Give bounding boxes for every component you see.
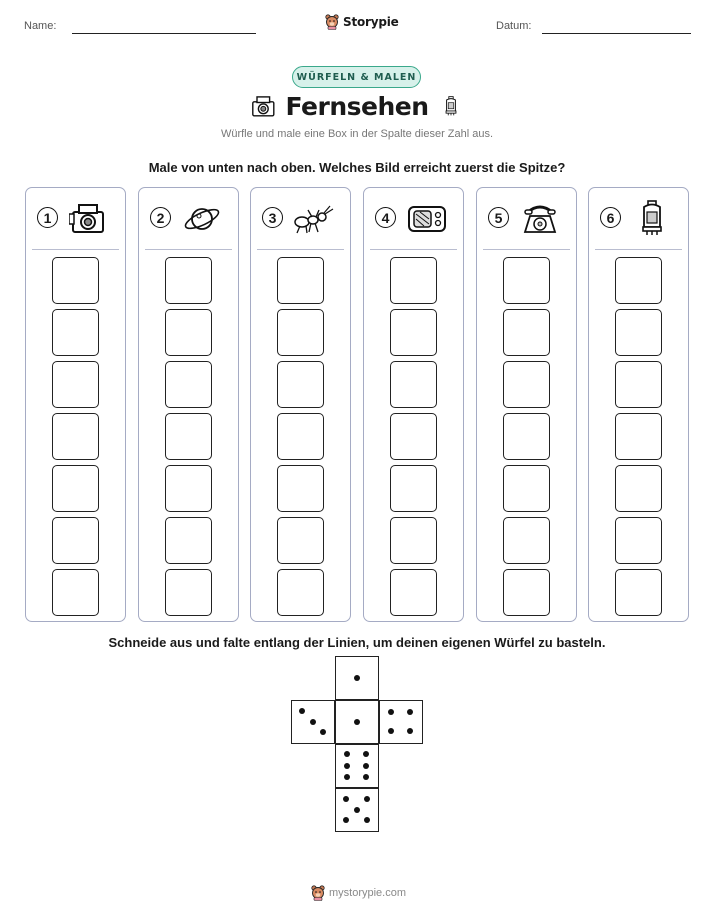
color-box[interactable] (277, 465, 324, 512)
die-face-3 (291, 700, 335, 744)
column-number: 1 (37, 207, 58, 228)
column-number: 6 (600, 207, 621, 228)
die-pip (320, 729, 326, 735)
telephone-icon (520, 200, 560, 236)
color-box[interactable] (390, 257, 437, 304)
color-box[interactable] (165, 361, 212, 408)
column-3 (250, 187, 351, 622)
die-pip (364, 817, 370, 823)
color-box[interactable] (390, 361, 437, 408)
color-box[interactable] (390, 517, 437, 564)
color-box[interactable] (165, 517, 212, 564)
color-box[interactable] (52, 517, 99, 564)
page-title: Fernsehen (285, 92, 429, 121)
column-divider (483, 249, 570, 250)
die-pip (344, 763, 350, 769)
color-box[interactable] (277, 517, 324, 564)
die-face-5 (335, 788, 379, 832)
column-header (373, 200, 457, 238)
die-face-6 (335, 744, 379, 788)
cut-instruction: Schneide aus und falte entlang der Linien, um deinen eigenen Würfel zu basteln. (108, 635, 606, 650)
color-box[interactable] (165, 257, 212, 304)
color-box[interactable] (277, 361, 324, 408)
color-box[interactable] (165, 569, 212, 616)
color-box[interactable] (165, 309, 212, 356)
column-divider (595, 249, 682, 250)
date-line (542, 33, 691, 34)
die-pip (344, 774, 350, 780)
vacuum-tube-icon (440, 90, 462, 122)
brand-logo (325, 14, 399, 30)
color-box[interactable] (52, 361, 99, 408)
color-box[interactable] (52, 309, 99, 356)
die-face-4 (379, 700, 423, 744)
color-box[interactable] (165, 413, 212, 460)
column-1 (25, 187, 126, 622)
column-number: 5 (488, 207, 509, 228)
column-6 (588, 187, 689, 622)
name-line (72, 33, 256, 34)
column-header (35, 200, 119, 238)
color-box[interactable] (615, 517, 662, 564)
die-face-1 (335, 656, 379, 700)
color-box[interactable] (503, 309, 550, 356)
die-pip (343, 796, 349, 802)
die-pip (343, 817, 349, 823)
color-box[interactable] (503, 361, 550, 408)
color-box[interactable] (390, 569, 437, 616)
die-pip (407, 728, 413, 734)
color-box[interactable] (503, 257, 550, 304)
category-badge: WÜRFELN & MALEN (292, 66, 421, 88)
column-header (598, 200, 682, 238)
column-number: 3 (262, 207, 283, 228)
footer (311, 885, 406, 901)
color-box[interactable] (615, 309, 662, 356)
column-4 (363, 187, 464, 622)
bear-icon (325, 14, 339, 30)
die-pip (363, 751, 369, 757)
brand-name: Storypie (343, 15, 399, 29)
color-box[interactable] (615, 257, 662, 304)
column-header (260, 200, 344, 238)
die-face-1 (335, 700, 379, 744)
color-box[interactable] (277, 257, 324, 304)
column-number: 2 (150, 207, 171, 228)
color-box[interactable] (503, 413, 550, 460)
instruction: Male von unten nach oben. Welches Bild erreicht zuerst die Spitze? (148, 160, 566, 175)
die-pip (363, 774, 369, 780)
color-box[interactable] (52, 413, 99, 460)
column-header (486, 200, 570, 238)
color-box[interactable] (277, 413, 324, 460)
column-divider (257, 249, 344, 250)
color-box[interactable] (503, 465, 550, 512)
column-divider (370, 249, 457, 250)
die-pip (388, 728, 394, 734)
column-2 (138, 187, 239, 622)
die-pip (364, 796, 370, 802)
die-pip (354, 807, 360, 813)
radio-icon (407, 200, 447, 236)
die-pip (310, 719, 316, 725)
color-box[interactable] (615, 361, 662, 408)
color-box[interactable] (52, 257, 99, 304)
planet-icon (182, 200, 222, 236)
color-box[interactable] (390, 413, 437, 460)
ant-icon (294, 200, 334, 236)
color-box[interactable] (390, 465, 437, 512)
color-box[interactable] (52, 569, 99, 616)
column-divider (32, 249, 119, 250)
color-box[interactable] (165, 465, 212, 512)
color-box[interactable] (503, 517, 550, 564)
color-box[interactable] (277, 309, 324, 356)
die-pip (354, 675, 360, 681)
date-label: Datum: (496, 20, 532, 32)
color-box[interactable] (390, 309, 437, 356)
column-5 (476, 187, 577, 622)
vacuum-tube-icon (632, 200, 672, 236)
color-box[interactable] (277, 569, 324, 616)
column-header (148, 200, 232, 238)
name-label: Name: (24, 20, 57, 32)
column-number: 4 (375, 207, 396, 228)
color-box[interactable] (615, 413, 662, 460)
footer-url: mystorypie.com (329, 887, 407, 899)
color-box[interactable] (503, 569, 550, 616)
color-box[interactable] (615, 569, 662, 616)
die-pip (354, 719, 360, 725)
column-divider (145, 249, 232, 250)
color-box[interactable] (52, 465, 99, 512)
die-pip (299, 708, 305, 714)
subtitle: Würfle und male eine Box in der Spalte dieser Zahl aus. (220, 128, 494, 140)
die-pip (388, 709, 394, 715)
die-pip (363, 763, 369, 769)
die-pip (344, 751, 350, 757)
die-pip (407, 709, 413, 715)
color-box[interactable] (615, 465, 662, 512)
bear-icon (311, 885, 325, 901)
camera-icon (69, 200, 109, 236)
